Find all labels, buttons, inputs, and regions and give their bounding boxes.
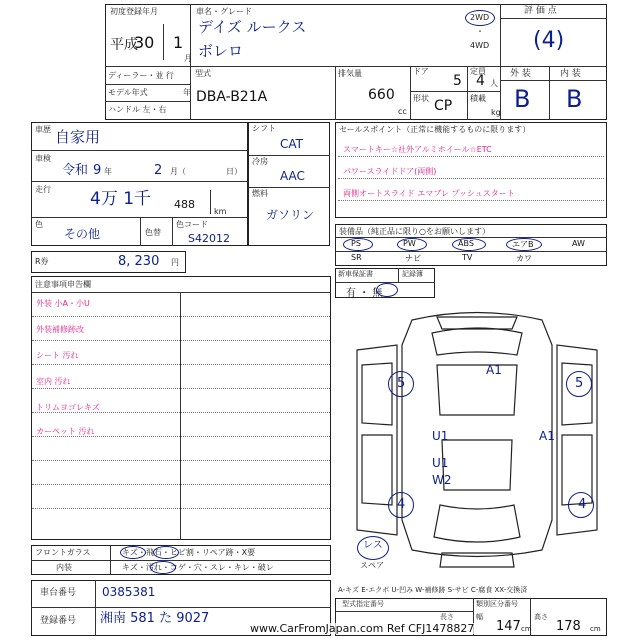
width-label: 幅 [476, 613, 483, 621]
usage-value: 自家用 [55, 128, 101, 146]
month-unit: 月 [184, 54, 192, 63]
handle-label: ハンドル 左・右 [108, 105, 167, 114]
drive-sep: ・ [476, 27, 484, 36]
exterior-grade: B [514, 85, 531, 113]
color-change-label: 色替 [145, 228, 161, 237]
score-label: 評 価 点 [524, 6, 557, 16]
type-designation-label: 型式指定番号 [342, 600, 384, 608]
color-code: S42012 [188, 232, 230, 245]
era: 平成 [110, 37, 138, 53]
mark-roof-a1: A1 [486, 363, 502, 377]
mileage-label: 走行 [35, 185, 51, 194]
new-warranty-label: 新車保証書 [338, 270, 373, 278]
equipment-title: 装備品（純正品に限り○をお願いします） [339, 227, 490, 236]
displacement-label: 排気量 [338, 69, 362, 78]
exterior-label: 外 装 [510, 69, 531, 79]
note-5: トリムヨゴレキズ [36, 403, 100, 412]
year-unit: 年 [183, 88, 191, 97]
chassis-value: 0385381 [102, 585, 156, 599]
inspection-era: 令和 [62, 163, 89, 178]
door-label: ドア [413, 67, 429, 76]
equip-leather: カワ [516, 254, 532, 263]
recycle-box [31, 251, 186, 273]
grade: ボレロ [198, 42, 244, 60]
mileage-value: 4万 1千 [90, 189, 152, 209]
shift-value: CAT [280, 137, 303, 151]
sales-point-1: スマートキー☆社外アルミホイール☆ETC [343, 145, 492, 154]
car-name: デイズ ルークス [198, 18, 307, 36]
note-2: 外装補修跡改 [36, 325, 84, 334]
reg-month: 1 [173, 33, 184, 52]
score: (4) [533, 28, 565, 53]
yen-unit: 円 [171, 258, 179, 267]
chassis-label: 車台番号 [40, 588, 77, 598]
km-unit: km [214, 207, 227, 216]
interior-cond-value: キズ・汚れ・コゲ・穴・スレ・キレ・破レ [122, 563, 274, 572]
capacity-unit: 人 [490, 79, 498, 88]
first-reg-label: 初度登録年月 [110, 7, 158, 16]
note-6: カーペット 汚れ [36, 427, 95, 436]
notes-title: 注意事項申告欄 [35, 280, 91, 289]
car-diagram [342, 305, 612, 575]
equip-airbag: エアB [512, 240, 534, 249]
color-code-label: 色コード [176, 220, 208, 229]
height-label: 高さ [534, 613, 548, 621]
sales-points-title: セールスポイント（正常に機能するものに限ります） [339, 125, 531, 134]
class-number-label: 類別区分番号 [476, 600, 518, 608]
equip-sr: SR [351, 253, 362, 262]
height-value: 178 [556, 619, 581, 634]
type-label: 型式 [195, 69, 211, 78]
equip-aw: AW [572, 239, 585, 248]
recycle-value: 8, 230 [118, 254, 160, 269]
equip-ps: PS [351, 239, 361, 248]
mark-left-w2: W2 [432, 473, 452, 487]
note-3: シート 汚れ [36, 351, 79, 360]
shape-value: CP [434, 98, 453, 114]
header-box [105, 4, 607, 120]
inspection-year-unit: 年 [104, 167, 112, 176]
usage-label: 車歴 [35, 125, 51, 134]
equip-tv: TV [462, 253, 473, 262]
reg-number-label: 登録番号 [40, 616, 77, 626]
front-glass-value: キズ・飛石・ヒビ割・リペア跡・X要 [122, 548, 256, 557]
ac-label: 冷房 [252, 157, 268, 166]
color-value: その他 [64, 227, 101, 241]
interior-cond-label: 内装 [56, 563, 72, 572]
shift-label: シフト [252, 124, 276, 133]
mark-left-rear-4: 4 [397, 497, 406, 512]
interior-grade: B [566, 85, 583, 113]
recycle-label: R券 [35, 257, 49, 266]
sales-point-2: パワースライドドア(両側) [343, 167, 437, 176]
mark-right-front-5: 5 [575, 376, 584, 391]
inspection-year: 9 [93, 163, 102, 178]
watermark: www.CarFromJapan.com Ref CFJ1478827 [250, 622, 475, 635]
inspection-label: 車検 [35, 154, 51, 163]
capacity-value: 4 [476, 73, 485, 89]
dealer-label: ディーラー・並 行 [108, 71, 174, 80]
note-4: 室内 汚れ [36, 377, 71, 386]
inspection-month-unit: 月（ [170, 167, 186, 176]
mark-left-u1-2: U1 [432, 456, 449, 470]
capacity-label: 定員 [470, 67, 486, 76]
kg-unit: kg [491, 108, 501, 117]
type-value: DBA-B21A [196, 89, 268, 105]
door-value: 5 [453, 73, 462, 89]
mark-right-rear-4: 4 [578, 497, 587, 512]
warranty-value: 有 ・ 無 [346, 288, 383, 299]
record-label: 記録簿 [402, 270, 423, 278]
drive-4wd: 4WD [470, 41, 490, 50]
equip-abs: ABS [458, 239, 474, 248]
name-grade-label: 車名・グレード [196, 7, 252, 16]
inspection-day-unit: 日） [226, 167, 242, 176]
width-unit: cm [521, 625, 532, 633]
front-glass-label: フロントガラス [35, 548, 91, 557]
cc-unit: cc [398, 107, 407, 116]
ac-value: AAC [280, 169, 305, 183]
model-year-label: モデル年式 [108, 88, 148, 97]
color-label: 色 [35, 220, 43, 229]
reg-number-value: 湘南 581 た 9027 [100, 611, 210, 626]
interior-label: 内 装 [560, 69, 581, 79]
spare-text: スペア [360, 561, 384, 570]
width-value: 147 [496, 619, 521, 634]
equip-pw: PW [403, 239, 416, 248]
length-label: 長さ [440, 613, 454, 621]
shape-label: 形状 [413, 94, 429, 103]
spare-label: レス [363, 540, 383, 551]
load-label: 積載 [470, 94, 486, 103]
displacement-value: 660 [368, 87, 395, 103]
mark-left-u1: U1 [432, 429, 449, 443]
mark-left-front-5: 5 [397, 376, 406, 391]
fuel-value: ガソリン [266, 208, 315, 222]
mileage-sub: 488 [174, 198, 195, 211]
drive-2wd: 2WD [470, 13, 490, 22]
height-unit: cm [590, 625, 601, 633]
damage-legend: A-キズ E-エクボ U-凹み W-補修跡 S-サビ C-腐食 XX-交換済 [338, 586, 528, 594]
sales-point-3: 両側オートスライド エマブレ プッシュスタート [343, 189, 515, 198]
inspection-month: 2 [154, 163, 163, 178]
mark-right-a1: A1 [539, 429, 555, 443]
equip-navi: ナビ [405, 254, 421, 263]
note-1: 外装 小A・小U [36, 299, 90, 308]
fuel-label: 燃料 [252, 189, 268, 198]
reg-year: 30 [134, 33, 155, 52]
